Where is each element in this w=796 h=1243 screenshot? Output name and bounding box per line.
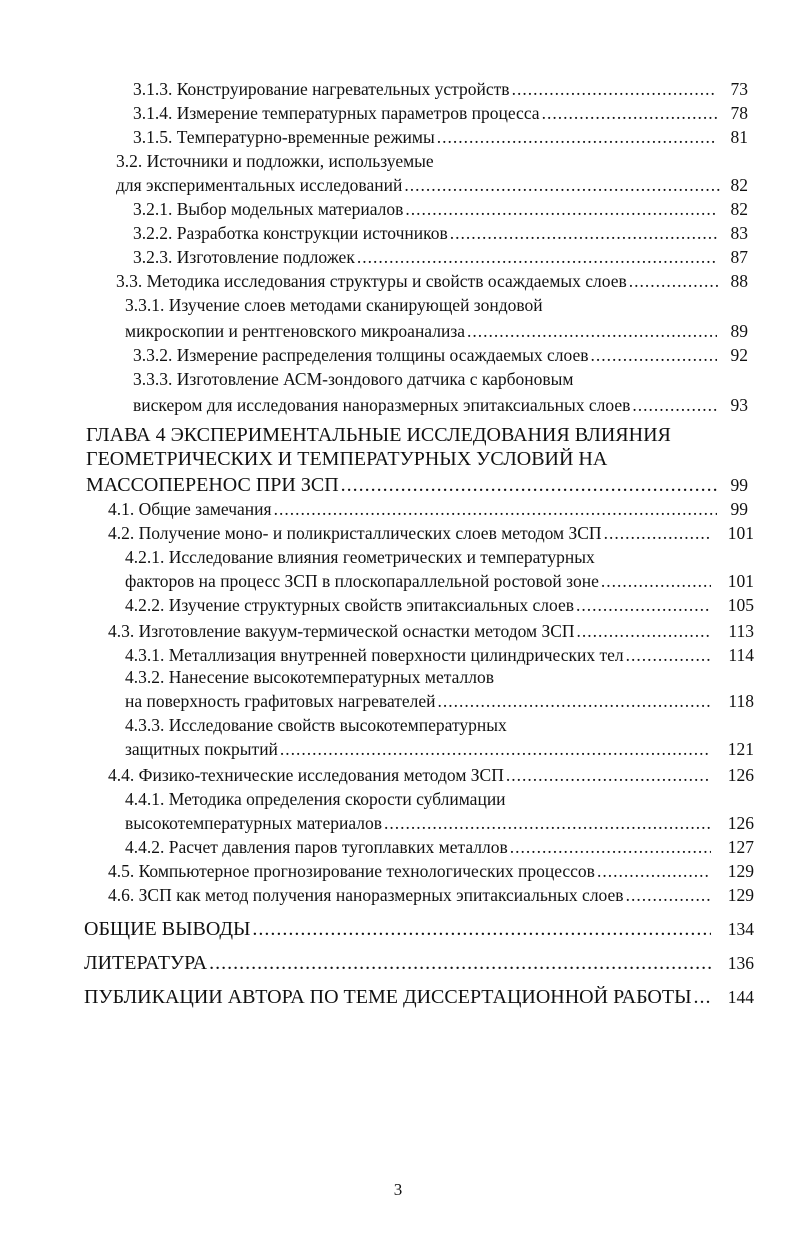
toc-entry-title: 3.1.3. Конструирование нагревательных устройств — [133, 79, 510, 99]
toc-page-number: 126 — [727, 765, 754, 785]
toc-entry-title: 4.3.1. Металлизация внутренней поверхности цилиндрических тел — [125, 645, 624, 665]
toc-entry — [116, 172, 722, 196]
page-number: 3 — [393, 1180, 403, 1199]
toc-page-number: 88 — [730, 271, 748, 291]
toc-entry-title: 4.1. Общие замечания — [108, 499, 272, 519]
toc-page-number: 144 — [727, 987, 754, 1007]
toc-entry — [125, 592, 713, 616]
toc-entry — [133, 244, 719, 268]
toc-entry-title: МАССОПЕРЕНОС ПРИ ЗСП — [86, 474, 339, 496]
toc-entry — [125, 810, 713, 834]
toc-page-number: 113 — [728, 621, 754, 641]
toc-entry-title: 4.4. Физико-технические исследования методом ЗСП — [108, 765, 504, 785]
toc-page-number: 118 — [728, 691, 754, 711]
toc-page-number: 126 — [727, 813, 754, 833]
toc-entry-title: для экспериментальных исследований — [116, 175, 403, 195]
toc-entry-title: 3.2. Источники и подложки, используемые — [116, 151, 434, 171]
toc-entry-title: 4.5. Компьютерное прогнозирование технологических процессов — [108, 861, 595, 881]
toc-entry — [125, 642, 713, 666]
toc-entry-title: 3.3.3. Изготовление АСМ-зондового датчика с карбоновым — [133, 369, 574, 389]
toc-entry-title: 3.3. Методика исследования структуры и свойств осаждаемых слоев — [116, 271, 627, 291]
toc-entry — [133, 100, 719, 124]
toc-page-number: 93 — [730, 395, 748, 415]
toc-page-number: 114 — [728, 645, 754, 665]
toc-entry — [125, 568, 713, 592]
toc-entry — [84, 950, 713, 974]
toc-page-number: 81 — [730, 127, 748, 147]
toc-page-number: 89 — [730, 321, 748, 341]
toc-entry — [116, 268, 722, 292]
toc-entry — [133, 124, 719, 148]
toc-entry-title: ПУБЛИКАЦИИ АВТОРА ПО ТЕМЕ ДИССЕРТАЦИОННОЙ РАБОТЫ — [84, 986, 692, 1008]
toc-entry-title: на поверхность графитовых нагревателей — [125, 691, 436, 711]
toc-entry — [84, 916, 713, 940]
toc-page-number: 87 — [730, 247, 748, 267]
toc-entry — [133, 196, 719, 220]
toc-entry-title: 3.3.2. Измерение распределения толщины осаждаемых слоев — [133, 345, 589, 365]
toc-page-number: 99 — [730, 499, 748, 519]
toc-entry-title: факторов на процесс ЗСП в плоскопараллельной ростовой зоне — [125, 571, 599, 591]
toc-entry — [108, 496, 719, 520]
toc-page-number: 136 — [727, 953, 754, 973]
toc-entry-title: 3.2.3. Изготовление подложек — [133, 247, 355, 267]
toc-entry-title: 4.3.3. Исследование свойств высокотемпературных — [125, 715, 507, 735]
toc-page-number: 83 — [730, 223, 748, 243]
toc-entry-title: 3.2.1. Выбор модельных материалов — [133, 199, 404, 219]
toc-entry — [133, 342, 719, 366]
toc-page-number: 105 — [727, 595, 754, 615]
toc-page-number: 134 — [727, 919, 754, 939]
toc-entry-title: 3.3.1. Изучение слоев методами сканирующей зондовой — [125, 295, 543, 315]
toc-entry-title: микроскопии и рентгеновского микроанализа — [125, 321, 466, 341]
toc-entry — [108, 618, 713, 642]
toc-entry-title: 4.2.2. Изучение структурных свойств эпитаксиальных слоев — [125, 595, 574, 615]
toc-entry-title: 4.3. Изготовление вакуум-термической оснастки методом ЗСП — [108, 621, 575, 641]
toc-page-number: 127 — [727, 837, 754, 857]
toc-entry-title: вискером для исследования наноразмерных эпитаксиальных слоев — [133, 395, 631, 415]
toc-entry-title: 4.4.2. Расчет давления паров тугоплавких металлов — [125, 837, 508, 857]
toc-entry-title: 3.1.4. Измерение температурных параметров процесса — [133, 103, 540, 123]
toc-entry — [133, 392, 719, 416]
toc-page-number: 99 — [730, 475, 748, 495]
toc-page-number: 101 — [727, 523, 754, 543]
toc-entry-title: 4.6. ЗСП как метод получения наноразмерных эпитаксиальных слоев — [108, 885, 624, 905]
toc-page-number: 78 — [730, 103, 748, 123]
chapter-title: ГЕОМЕТРИЧЕСКИХ И ТЕМПЕРАТУРНЫХ УСЛОВИЙ НА — [86, 448, 608, 470]
toc-page-number: 129 — [727, 885, 754, 905]
toc-entry — [133, 76, 719, 100]
toc-entry — [108, 882, 713, 906]
toc-entry — [125, 318, 719, 342]
toc-entry-title: защитных покрытий — [125, 739, 278, 759]
toc-entry — [86, 472, 719, 496]
toc-page-number: 73 — [730, 79, 748, 99]
toc-page-number: 129 — [727, 861, 754, 881]
toc-entry — [125, 736, 713, 760]
toc-entry — [108, 520, 713, 544]
toc-entry — [133, 220, 719, 244]
toc-page-number: 121 — [727, 739, 754, 759]
toc-page-number: 82 — [730, 175, 748, 195]
toc-entry-title: 4.4.1. Методика определения скорости сублимации — [125, 789, 506, 809]
toc-entry-title: 3.2.2. Разработка конструкции источников — [133, 223, 448, 243]
toc-page-number: 92 — [730, 345, 748, 365]
toc-page-number: 82 — [730, 199, 748, 219]
toc-entry — [125, 834, 713, 858]
toc-entry-title: 4.2.1. Исследование влияния геометрических и температурных — [125, 547, 595, 567]
toc-entry — [108, 762, 713, 786]
toc-entry-title: 4.2. Получение моно- и поликристаллических слоев методом ЗСП — [108, 523, 602, 543]
toc-page-number: 101 — [727, 571, 754, 591]
toc-entry — [84, 984, 713, 1008]
toc-entry-title: 4.3.2. Нанесение высокотемпературных металлов — [125, 667, 494, 687]
toc-entry-title: ЛИТЕРАТУРА — [84, 952, 208, 974]
toc-entry — [108, 858, 713, 882]
toc-entry-title: ОБЩИЕ ВЫВОДЫ — [84, 918, 251, 940]
toc-entry — [125, 688, 713, 712]
toc-entry-title: 3.1.5. Температурно-временные режимы — [133, 127, 435, 147]
toc-entry-title: высокотемпературных материалов — [125, 813, 382, 833]
chapter-title: ГЛАВА 4 ЭКСПЕРИМЕНТАЛЬНЫЕ ИССЛЕДОВАНИЯ ВЛИЯНИЯ — [86, 424, 671, 446]
